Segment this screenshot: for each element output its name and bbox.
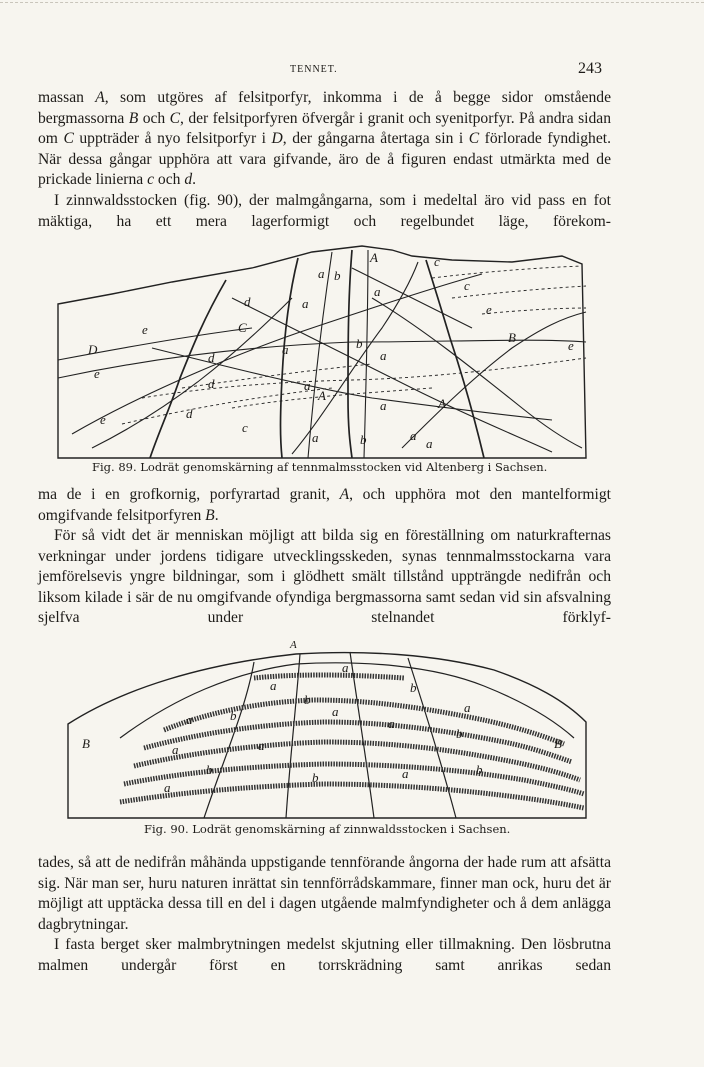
fig89-label-d1: d: [244, 294, 251, 309]
fig90-vein-5: [120, 784, 584, 808]
fig89-label-e2: e: [94, 366, 100, 381]
fig90-label-a1: a: [342, 660, 349, 675]
fig89-label-a8: a: [312, 430, 319, 445]
fig90-vein-3: [134, 742, 580, 780]
fig89-line-7: [372, 298, 582, 448]
fig89-label-b1: b: [334, 268, 341, 283]
page-top-rule: [0, 2, 704, 4]
paragraph-2: I zinnwaldsstocken (fig. 90), der malmgångarna, som i medeltal äro vid pass en fot mäktiga, ha ett mera lagerformigt och regelbundet läge, förekom-: [38, 192, 611, 230]
fig89-label-B: B: [508, 330, 516, 345]
fig89-label-b2: b: [356, 336, 363, 351]
fig90-label-a2: a: [270, 678, 277, 693]
fig90-label-a9: a: [402, 766, 409, 781]
paragraph-6: I fasta berget sker malmbrytningen medelst skjutning eller tillmakning. Den lösbrutna malmen undergår först en torrskrädning samt anrikas sedan: [38, 936, 611, 974]
fig89-label-A1: A: [370, 250, 378, 265]
fig90-label-b4: b: [456, 726, 463, 741]
fig89-label-a3: a: [374, 284, 381, 299]
fig89-label-e1: e: [142, 322, 148, 337]
figure-89-caption: Fig. 89. Lodrät genomskärning af tennmalmsstocken vid Altenberg i Sachsen.: [92, 460, 548, 474]
fig89-dotted-2: [122, 388, 332, 424]
fig90-label-b1: b: [304, 692, 311, 707]
fig89-label-b3: b: [360, 432, 367, 447]
fig89-label-e5: e: [568, 338, 574, 353]
figure-90-caption: Fig. 90. Lodrät genomskärning af zinnwaldsstocken i Sachsen.: [144, 822, 511, 836]
fig89-label-d2: d: [208, 350, 215, 365]
fig89-label-a9: a: [410, 428, 417, 443]
fig90-label-B-left: B: [82, 736, 90, 751]
fig89-line-3: [72, 274, 482, 434]
fig89-granite-boundary-mid: [348, 250, 352, 458]
figure-90-diagram: [64, 638, 594, 820]
fig90-vein-2: [144, 722, 572, 762]
fig89-label-a10: a: [426, 436, 433, 451]
fig89-line-9: [402, 312, 586, 448]
fig89-label-d4: d: [186, 406, 193, 421]
fig89-dyke-2: [364, 250, 368, 458]
fig89-label-a1: a: [318, 266, 325, 281]
fig89-granite-boundary-mid-left: [281, 258, 299, 458]
fig90-fault-1: [204, 662, 254, 818]
fig89-label-A2: A: [318, 388, 326, 403]
fig90-label-a3: a: [332, 704, 339, 719]
fig89-dotted-6: [482, 308, 586, 314]
fig89-label-c1: c: [434, 254, 440, 269]
fig89-line-4: [92, 298, 292, 448]
fig89-dotted-5: [452, 286, 586, 298]
fig89-label-a4: a: [282, 342, 289, 357]
fig89-label-C: C: [238, 320, 247, 335]
fig89-label-a6: a: [304, 378, 311, 393]
fig90-label-b5: b: [206, 762, 213, 777]
fig89-label-c3: c: [242, 420, 248, 435]
fig90-label-b2: b: [410, 680, 417, 695]
fig89-label-a7: a: [380, 398, 387, 413]
fig89-label-A3: A: [438, 396, 446, 411]
fig90-label-b6: b: [312, 770, 319, 785]
fig90-label-B-right: B: [554, 736, 562, 751]
fig90-label-a5: a: [464, 700, 471, 715]
fig89-label-D: D: [88, 342, 98, 357]
fig89-label-e4: e: [486, 302, 492, 317]
paragraph-3: ma de i en grofkornig, porfyrartad granit, A, och upphöra mot den mantelformigt omgifvande felsitporfyren B.: [38, 486, 611, 524]
fig90-vein-6: [254, 675, 404, 678]
fig89-label-a5: a: [380, 348, 387, 363]
fig89-label-e3: e: [100, 412, 106, 427]
figure-89-diagram: [52, 238, 592, 460]
paragraph-4: För så vidt det är menniskan möjligt att bilda sig en föreställning om naturkrafternas verkningar under jordens tidigare utvecklingsskeden, synas tennmalmsstockarna vara jemförelsevis yngre bildningar, som i glödhett smält tillstånd uppträngde nedifrån och liksom kilade i sär de nu omgifvande ofyndiga bergmassorna samt sedan vid sin afsvalning sjelfva under stelnandet förklyf-: [38, 527, 611, 627]
fig90-label-a8: a: [258, 738, 265, 753]
running-title: TENNET.: [290, 64, 338, 75]
fig90-fault-2: [286, 654, 300, 818]
fig89-granite-boundary-right: [426, 260, 484, 458]
fig89-dotted-4: [432, 266, 582, 278]
fig90-label-a4: a: [186, 712, 193, 727]
paragraph-1: massan A, som utgöres af felsitporfyr, inkomma i de å begge sidor omstående bergmassorna B och C, der felsitporfyren öfvergår i granit och syenitporfyr. På andra sidan om C uppträder å nyo felsitporfyr i D, der gångarna återtaga sin i C förlorade fyndighet. När dessa gångar upphöra att vara gifvande, äro de å figuren endast utmärkta med de prickade linierna c och d.: [38, 89, 612, 189]
fig90-label-a10: a: [164, 780, 171, 795]
fig89-label-d3: d: [208, 376, 215, 391]
fig90-label-b7: b: [476, 762, 483, 777]
page-number: 243: [578, 60, 602, 77]
fig90-vein-4: [124, 764, 584, 794]
fig90-label-A: A: [290, 639, 297, 651]
fig89-label-a2: a: [302, 296, 309, 311]
fig89-dyke-1: [308, 252, 332, 458]
fig90-label-b3: b: [230, 708, 237, 723]
fig90-label-a7: a: [172, 742, 179, 757]
paragraph-5: tades, så att de nedifrån måhända uppstigande tennförande ångorna der hade rum att afsätta sig. När man ser, huru naturen inrättat sin tennförrådskammare, finner man ock, huru det är möjligt att upptäcka dessa till en del i dagen utgående malmfyndigheter och å dem anlägga dagbrytningar.: [38, 854, 611, 933]
fig90-label-a6: a: [388, 716, 395, 731]
fig89-label-c2: c: [464, 278, 470, 293]
